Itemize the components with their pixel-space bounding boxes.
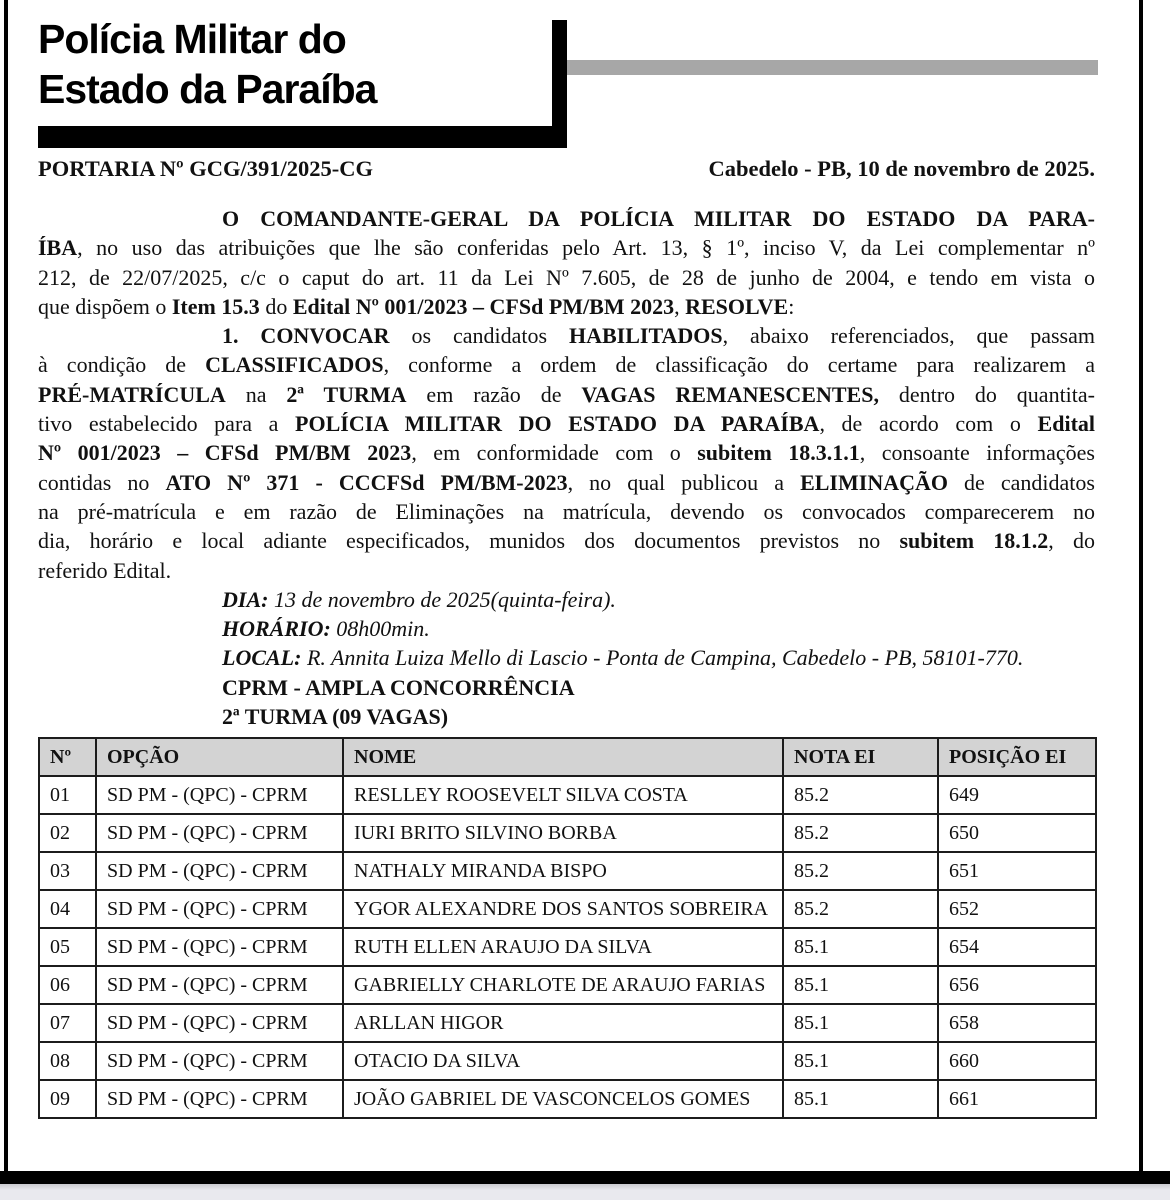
portaria-number: PORTARIA Nº GCG/391/2025-CG <box>38 156 373 181</box>
schedule-day-label: DIA: <box>222 586 269 612</box>
text-line: referido Edital. <box>38 557 172 583</box>
schedule-day <box>38 585 1095 614</box>
table-cell: 658 <box>938 1004 1096 1042</box>
page-bottom-bar <box>0 1171 1170 1184</box>
table-cell: 85.1 <box>783 966 938 1004</box>
table-row <box>39 890 1096 928</box>
table-cell: 85.2 <box>783 852 938 890</box>
schedule-place-label: LOCAL: <box>222 645 302 671</box>
table-cell: OTACIO DA SILVA <box>343 1042 783 1080</box>
schedule-time-label: HORÁRIO: <box>222 616 331 642</box>
table-cell: YGOR ALEXANDRE DOS SANTOS SOBREIRA <box>343 890 783 928</box>
column-header-numero: Nº <box>39 738 96 776</box>
table-cell: SD PM - (QPC) - CPRM <box>96 852 343 890</box>
table-cell: 651 <box>938 852 1096 890</box>
text-line: Nº 001/2023 – CFSd PM/BM 2023, em conformidade com o subitem 18.3.1.1, consoante informações <box>38 440 1095 466</box>
table-cell: 85.2 <box>783 890 938 928</box>
table-cell: 660 <box>938 1042 1096 1080</box>
subheading-cprm: CPRM - AMPLA CONCORRÊNCIA <box>222 674 575 700</box>
table-cell: 85.1 <box>783 1042 938 1080</box>
table-row <box>39 852 1096 890</box>
table-cell: 03 <box>39 852 96 890</box>
table-cell: 85.2 <box>783 814 938 852</box>
column-header-posicao: POSIÇÃO EI <box>938 738 1096 776</box>
organization-title-line1: Polícia Militar do <box>38 16 346 62</box>
outside-page-background <box>0 1184 1170 1200</box>
table-row <box>39 1004 1096 1042</box>
text-line: dia, horário e local adiante especificados, munidos dos documentos previstos no subitem 18.1.2, do <box>38 528 1096 554</box>
schedule-time-value: 08h00min. <box>330 616 430 642</box>
document-body <box>38 204 1095 731</box>
table-cell: NATHALY MIRANDA BISPO <box>343 852 783 890</box>
table-cell: SD PM - (QPC) - CPRM <box>96 814 343 852</box>
table-row <box>39 928 1096 966</box>
candidates-table <box>38 737 1097 1119</box>
paragraph-convocation <box>38 321 1095 585</box>
table-header-row <box>39 738 1096 776</box>
table-cell: IURI BRITO SILVINO BORBA <box>343 814 783 852</box>
schedule-time <box>38 614 1095 643</box>
table-cell: 650 <box>938 814 1096 852</box>
page-right-border <box>1139 0 1143 1184</box>
table-row <box>39 814 1096 852</box>
table-cell: SD PM - (QPC) - CPRM <box>96 890 343 928</box>
table-cell: 85.1 <box>783 928 938 966</box>
table-cell: SD PM - (QPC) - CPRM <box>96 928 343 966</box>
table-cell: RUTH ELLEN ARAUJO DA SILVA <box>343 928 783 966</box>
column-header-opcao: OPÇÃO <box>96 738 343 776</box>
table-cell: 85.2 <box>783 776 938 814</box>
table-cell: SD PM - (QPC) - CPRM <box>96 1042 343 1080</box>
table-cell: 08 <box>39 1042 96 1080</box>
table-cell: SD PM - (QPC) - CPRM <box>96 1080 343 1118</box>
organization-title <box>38 14 558 114</box>
table-cell: GABRIELLY CHARLOTE DE ARAUJO FARIAS <box>343 966 783 1004</box>
page-left-border <box>4 0 8 1184</box>
table-cell: 01 <box>39 776 96 814</box>
table-cell: 85.1 <box>783 1080 938 1118</box>
table-cell: 09 <box>39 1080 96 1118</box>
table-cell: JOÃO GABRIEL DE VASCONCELOS GOMES <box>343 1080 783 1118</box>
table-cell: ARLLAN HIGOR <box>343 1004 783 1042</box>
column-header-nome: NOME <box>343 738 783 776</box>
table-cell: 654 <box>938 928 1096 966</box>
text-line: à condição de CLASSIFICADOS, conforme a ordem de classificação do certame para realizarem a <box>38 352 1095 378</box>
schedule-place <box>38 643 1095 672</box>
text-line: 1. CONVOCAR os candidatos HABILITADOS, abaixo referenciados, que passam <box>222 323 1095 349</box>
dateline: Cabedelo - PB, 10 de novembro de 2025. <box>708 156 1095 181</box>
subheading-turma: 2ª TURMA (09 VAGAS) <box>222 704 449 730</box>
table-cell: 652 <box>938 890 1096 928</box>
text-line: 212, de 22/07/2025, c/c o caput do art. 11 da Lei Nº 7.605, de 28 de junho de 2004, e tendo em vista o <box>38 264 1095 290</box>
table-cell: 85.1 <box>783 1004 938 1042</box>
text-line: tivo estabelecido para a POLÍCIA MILITAR DO ESTADO DA PARAÍBA, de acordo com o Edital <box>38 411 1096 437</box>
text-line: na pré-matrícula e em razão de Eliminações na matrícula, devendo os convocados comparecerem no <box>38 498 1095 524</box>
table-cell: 04 <box>39 890 96 928</box>
table-cell: 661 <box>938 1080 1096 1118</box>
table-body <box>39 776 1096 1118</box>
column-header-nota: NOTA EI <box>783 738 938 776</box>
text-line: PRÉ-MATRÍCULA na 2ª TURMA em razão de VAGAS REMANESCENTES, dentro do quantita- <box>38 381 1095 407</box>
table-row <box>39 1080 1096 1118</box>
table-cell: SD PM - (QPC) - CPRM <box>96 1004 343 1042</box>
text-line: que dispõem o Item 15.3 do Edital Nº 001/2023 – CFSd PM/BM 2023, RESOLVE: <box>38 293 795 319</box>
schedule-place-value: R. Annita Luiza Mello di Lascio - Ponta de Campina, Cabedelo - PB, 58101-770. <box>301 645 1024 671</box>
table-cell: RESLLEY ROOSEVELT SILVA COSTA <box>343 776 783 814</box>
table-cell: 05 <box>39 928 96 966</box>
table-row <box>39 776 1096 814</box>
table-row <box>39 1042 1096 1080</box>
paragraph-preamble <box>38 204 1095 321</box>
table-cell: 07 <box>39 1004 96 1042</box>
table-cell: SD PM - (QPC) - CPRM <box>96 776 343 814</box>
table-cell: SD PM - (QPC) - CPRM <box>96 966 343 1004</box>
letterhead-horizontal-bar <box>38 126 567 148</box>
text-line: O COMANDANTE-GERAL DA POLÍCIA MILITAR DO ESTADO DA PARA- <box>222 206 1095 231</box>
text-line: contidas no ATO Nº 371 - CCCFSd PM/BM-2023, no qual publicou a ELIMINAÇÃO de candidatos <box>38 469 1095 495</box>
document-heading-row <box>38 156 1095 182</box>
text-line: ÍBA, no uso das atribuições que lhe são conferidas pelo Art. 13, § 1º, inciso V, da Lei complementar nº <box>38 235 1095 261</box>
schedule-day-value: 13 de novembro de 2025(quinta-feira). <box>268 586 616 612</box>
table-cell: 02 <box>39 814 96 852</box>
table-cell: 649 <box>938 776 1096 814</box>
organization-title-line2: Estado da Paraíba <box>38 66 377 112</box>
table-cell: 06 <box>39 966 96 1004</box>
letterhead-gray-rule <box>567 60 1098 75</box>
table-row <box>39 966 1096 1004</box>
table-cell: 656 <box>938 966 1096 1004</box>
